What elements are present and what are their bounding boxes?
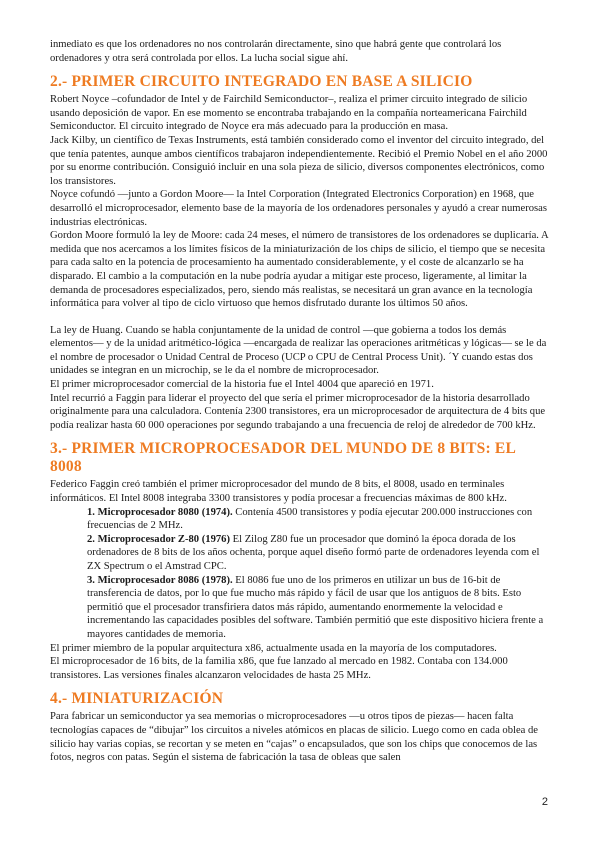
list-item-title: 1. Microprocesador 8080 (1974). — [87, 506, 233, 518]
section-2-paragraph: La ley de Huang. Cuando se habla conjuntamente de la unidad de control —que gobierna a todos los demás elementos— y de la unidad aritmético-lógica —encargada de realizar las operaciones aritméticas y lógicas— se le da el nombre de procesador o Unidad Central de Proceso (UCP o CPU de Central Process Unit). ´Y cuando estas dos unidades se integran en un microchip, se le da el nombre de microprocesador. — [50, 324, 547, 377]
list-item-title: 3. Microprocesador 8086 (1978). — [87, 574, 233, 586]
list-item-text: El 8086 fue uno de los primeros en utilizar un bus de 16-bit de transferencia de datos, por lo que fue mucho más rápido y fácil de usar que los antiguos de 8 bits. Esto permitió que el procesador transfiriera datos más rápido, aumentando enormemente la velocidad e incrementando las capacidades posibles del software. También permitió que este dispositivo hiciera frente a mayores cantidades de memoria. — [87, 574, 544, 640]
list-item-title: 2. Microprocesador Z-80 (1976) — [87, 533, 230, 545]
section-3-intro: Federico Faggin creó también el primer microprocesador del mundo de 8 bits, el 8008, usado en terminales informáticos. El Intel 8008 integraba 3300 transistores y podía procesar a frecuencias máximas de 800 kHz. — [50, 479, 507, 505]
section-3-paragraph: El microprocesador de 16 bits, de la familia x86, que fue lanzado al mercado en 1982. Contaba con 134.000 transistores. Las versiones finales alcanzaron velocidades de hasta 25 MHz. — [50, 656, 508, 681]
section-3-heading: 3.- PRIMER MICROPROCESADOR DEL MUNDO DE 8 BITS: EL 8008 — [50, 440, 516, 476]
section-2-heading: 2.- PRIMER CIRCUITO INTEGRADO EN BASE A SILICIO — [50, 73, 473, 91]
list-item — [87, 574, 550, 642]
section-2-paragraph: El primer microprocesador comercial de la historia fue el Intel 4004 que apareció en 1971. — [50, 379, 434, 391]
section-3-paragraph: El primer miembro de la popular arquitectura x86, actualmente usada en la mayoría de los computadores. — [50, 642, 497, 654]
processor-list — [87, 506, 550, 642]
page-number: 2 — [541, 796, 548, 808]
page-content — [50, 38, 550, 765]
section-2-paragraph: Jack Kilby, un científico de Texas Instruments, está también considerado como el inventor del circuito integrado, del que tenía patentes, aunque ambos científicos trabajaron independientemente. Recibió el Premio Nobel en el año 2000 por su enorme contribución. Consiguió incluir en una sola pieza de silicio, diversos componentes electrónicos, como los transistores. — [50, 134, 548, 187]
list-item — [87, 506, 550, 533]
section-2-paragraph: Robert Noyce –cofundador de Intel y de Fairchild Semiconductor–, realiza el primer circuito integrado de silicio usando deposición de vapor. En ese momento se encontraba trabajando en la compañía norteamericana Fairchild Semiconductor. El circuito integrado de Noyce era más adecuado para la producción en masa. — [50, 94, 528, 133]
section-4-heading: 4.- MINIATURIZACIÓN — [50, 690, 224, 708]
list-item-text: Contenía 4500 transistores y podía ejecutar 200.000 instrucciones con frecuencias de 2 MHz. — [87, 506, 533, 532]
section-2-paragraph: Intel recurrió a Faggin para liderar el proyecto del que sería el primer microprocesador de la historia desarrollado originalmente para una calculadora. Contenía 2300 transistores, era un microprocesador de arquitectura de 4 bits que podía realizar hasta 60 000 operaciones por segundo trabajando a una frecuencia de reloj de alrededor de 700 kHz. — [50, 392, 546, 431]
paragraph-gap — [50, 311, 550, 324]
list-item-text: El Zilog Z80 fue un procesador que dominó la época dorada de los ordenadores de 8 bits de los años ochenta, porque aquel diseño formó parte de ordenadores leyenda com el ZX Spectrum o el Amstrad CPC. — [87, 533, 540, 572]
section-2-paragraph: Gordon Moore formuló la ley de Moore: cada 24 meses, el número de transistores de los ordenadores se duplicaría. A medida que nos acercamos a los límites físicos de la miniaturización de los chips de silicio, el tiempo que se necesita para cada salto en la potencia de procesamiento ha aumentado considerablemente, y el coste de alcanzarlo se ha disparado. El cambio a la computación en la nube podría ayudar a mitigar este proceso, ligeramente, al limitar la demanda de procesadores especializados, pero, siendo más realistas, se necesitará un gran avance en la tecnología informática para volver al tipo de ciclo virtuoso que hemos disfrutado durante los últimos 50 años. — [50, 230, 549, 310]
section-2-paragraph: Noyce cofundó —junto a Gordon Moore— la Intel Corporation (Integrated Electronics Corporation) en 1968, que desarrolló el microprocesador, elemento base de la mayoría de los ordenadores personales y ayudó a crear numerosas industrias electrónicas. — [50, 189, 547, 228]
list-item — [87, 533, 550, 574]
section-4-paragraph: Para fabricar un semiconductor ya sea memorias o microprocesadores —u otros tipos de piezas— hacen falta tecnologías capaces de “dibujar” los circuitos a niveles atómicos en placas de silicio. Luego como en cada oblea de silicio hay varias copias, se recortan y se meten en “cajas” o encapsulados, que son los chips que conocemos de las fotos, negros con patas. Según el sistema de fabricación la tasa de obleas que salen — [50, 711, 539, 764]
intro-paragraph: inmediato es que los ordenadores no nos controlarán directamente, sino que habrá gente que controlará los ordenadores y otra será controlada por ellos. La lucha social sigue ahí. — [50, 39, 502, 64]
